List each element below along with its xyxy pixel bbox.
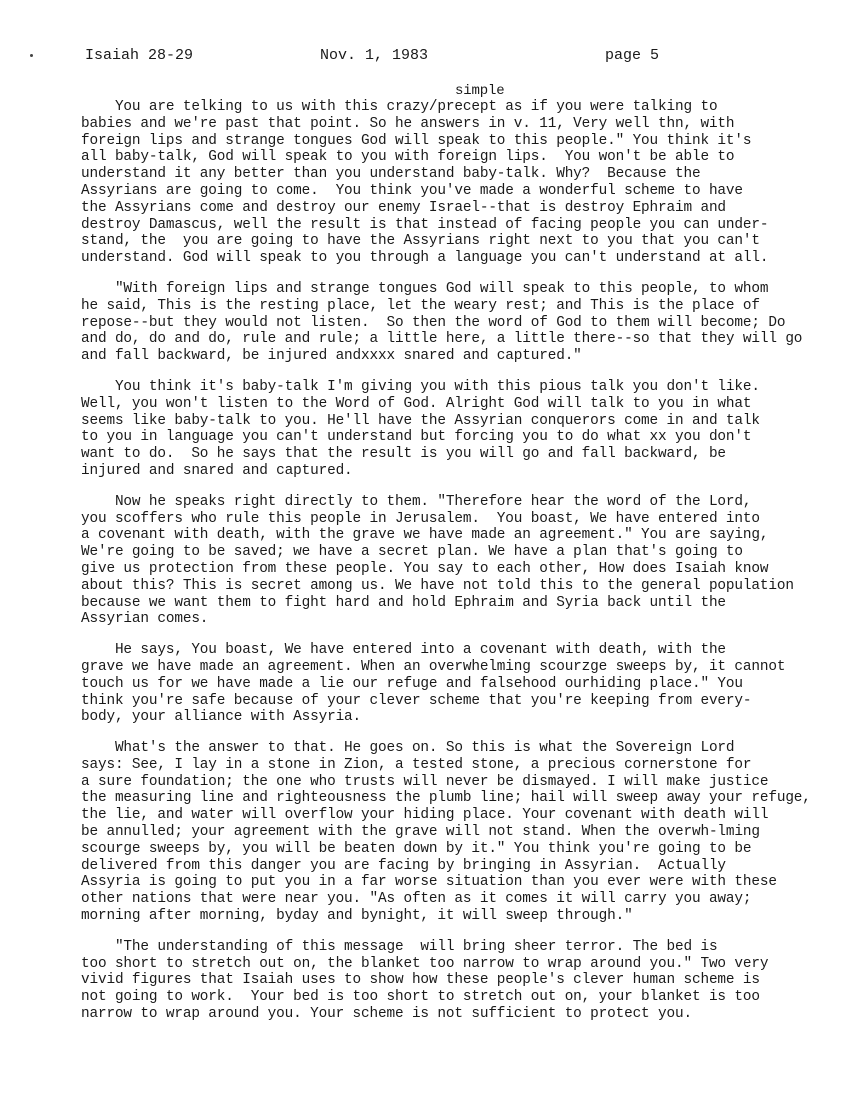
- text-line: Well, you won't listen to the Word of God. Alright God will talk to you in what: [81, 395, 752, 412]
- text-line: understand. God will speak to you through a language you can't understand at all.: [81, 250, 769, 267]
- text-line: give us protection from these people. You say to each other, How does Isaiah know: [81, 560, 769, 577]
- text-line: We're going to be saved; we have a secret plan. We have a plan that's going to: [81, 544, 743, 561]
- text-line: want to do. So he says that the result is you will go and fall backward, be: [81, 446, 726, 463]
- text-line: You think it's baby-talk I'm giving you with this pious talk you don't like.: [81, 378, 760, 395]
- text-line: the Assyrians come and destroy our enemy Israel--that is destroy Ephraim and: [81, 199, 726, 216]
- text-line: delivered from this danger you are facing by bringing in Assyrian. Actually: [81, 857, 726, 874]
- text-line: a sure foundation; the one who trusts will never be dismayed. I will make justice: [81, 773, 769, 790]
- text-line: Assyrians are going to come. You think you've made a wonderful scheme to have: [81, 182, 743, 199]
- text-line: narrow to wrap around you. Your scheme is not sufficient to protect you.: [81, 1006, 692, 1023]
- paragraph-gap: [81, 925, 801, 939]
- paragraph: [81, 642, 801, 726]
- text-line: a covenant with death, with the grave we have made an agreement." You are saying,: [81, 527, 769, 544]
- text-line: body, your alliance with Assyria.: [81, 709, 362, 726]
- header-page-number: page 5: [605, 47, 660, 64]
- text-line: he said, This is the resting place, let the weary rest; and This is the place of: [81, 297, 760, 314]
- paragraph-gap: [81, 267, 801, 281]
- text-line: to you in language you can't understand but forcing you to do what xx you don't: [81, 429, 752, 446]
- paragraph: [81, 494, 801, 628]
- text-line: the measuring line and righteousness the plumb line; hail will sweep away your refuge,: [81, 790, 811, 807]
- paragraph-gap: [81, 726, 801, 740]
- paragraph: [81, 379, 801, 480]
- text-line: understand it any better than you understand baby-talk. Why? Because the: [81, 166, 701, 183]
- text-line: What's the answer to that. He goes on. So this is what the Sovereign Lord: [81, 740, 735, 757]
- paragraph-gap: [81, 480, 801, 494]
- text-line: foreign lips and strange tongues God will speak to this people." You think it's: [81, 132, 752, 149]
- paragraph-gap: [81, 628, 801, 642]
- text-line: and fall backward, be injured andxxxx snared and captured.": [81, 348, 582, 365]
- document-body: [81, 83, 811, 1023]
- paragraph: [81, 740, 811, 925]
- text-line: seems like baby-talk to you. He'll have the Assyrian conquerors come in and talk: [81, 412, 760, 429]
- text-line: You are telking to us with this crazy/precept as if you were talking to: [81, 99, 718, 115]
- text-line: be annulled; your agreement with the grave will not stand. When the overwh-lming: [81, 824, 760, 841]
- text-line: think you're safe because of your clever scheme that you're keeping from every-: [81, 692, 752, 709]
- text-line: babies and we're past that point. So he answers in v. 11, Very well thn, with: [81, 115, 735, 132]
- text-line: injured and snared and captured.: [81, 462, 353, 479]
- text-line: scourge sweeps by, you will be beaten down by it." You think you're going to be: [81, 840, 752, 857]
- paragraph: [81, 939, 801, 1023]
- header-title: Isaiah 28-29: [85, 47, 194, 64]
- text-line: Assyrian comes.: [81, 611, 209, 628]
- text-line: repose--but they would not listen. So then the word of God to them will become; Do: [81, 314, 786, 331]
- text-line: morning after morning, byday and bynight, it will sweep through.": [81, 908, 633, 925]
- text-line: touch us for we have made a lie our refuge and falsehood ourhiding place." You: [81, 675, 743, 692]
- text-line: vivid figures that Isaiah uses to show how these people's clever human scheme is: [81, 972, 760, 989]
- paragraph-gap: [81, 365, 801, 379]
- header-date: Nov. 1, 1983: [320, 47, 429, 64]
- text-line: all baby-talk, God will speak to you with foreign lips. You won't be able to: [81, 149, 735, 166]
- text-line: grave we have made an agreement. When an overwhelming scourzge sweeps by, it cannot: [81, 658, 786, 675]
- text-line: the lie, and water will overflow your hiding place. Your covenant with death will: [81, 807, 769, 824]
- text-line: destroy Damascus, well the result is that instead of facing people you can under-: [81, 216, 769, 233]
- text-line: He says, You boast, We have entered into a covenant with death, with the: [81, 642, 726, 659]
- text-line: too short to stretch out on, the blanket too narrow to wrap around you." Two very: [81, 955, 769, 972]
- text-line: Now he speaks right directly to them. "Therefore hear the word of the Lord,: [81, 493, 752, 510]
- page-header: [0, 47, 854, 69]
- paragraph: [81, 99, 801, 267]
- text-line: Assyria is going to put you in a far worse situation than you ever were with these: [81, 874, 777, 891]
- text-line: says: See, I lay in a stone in Zion, a tested stone, a precious cornerstone for: [81, 756, 752, 773]
- text-line: not going to work. Your bed is too short to stretch out on, your blanket is too: [81, 989, 760, 1006]
- text-line: stand, the you are going to have the Assyrians right next to you that you can't: [81, 233, 760, 250]
- text-line: "With foreign lips and strange tongues God will speak to this people, to whom: [81, 280, 769, 297]
- text-line: you scoffers who rule this people in Jerusalem. You boast, We have entered into: [81, 510, 760, 527]
- text-line: other nations that were near you. "As often as it comes it will carry you away;: [81, 891, 752, 908]
- paragraph-container: [81, 99, 811, 1023]
- text-line: because we want them to fight hard and hold Ephraim and Syria back until the: [81, 594, 726, 611]
- text-line: about this? This is secret among us. We have not told this to the general population: [81, 577, 794, 594]
- text-line: "The understanding of this message will bring sheer terror. The bed is: [81, 938, 718, 955]
- paragraph: [81, 281, 801, 365]
- text-line: and do, do and do, rule and rule; a little here, a little there--so that they will go: [81, 331, 803, 348]
- handwritten-insertion: simple: [455, 83, 505, 99]
